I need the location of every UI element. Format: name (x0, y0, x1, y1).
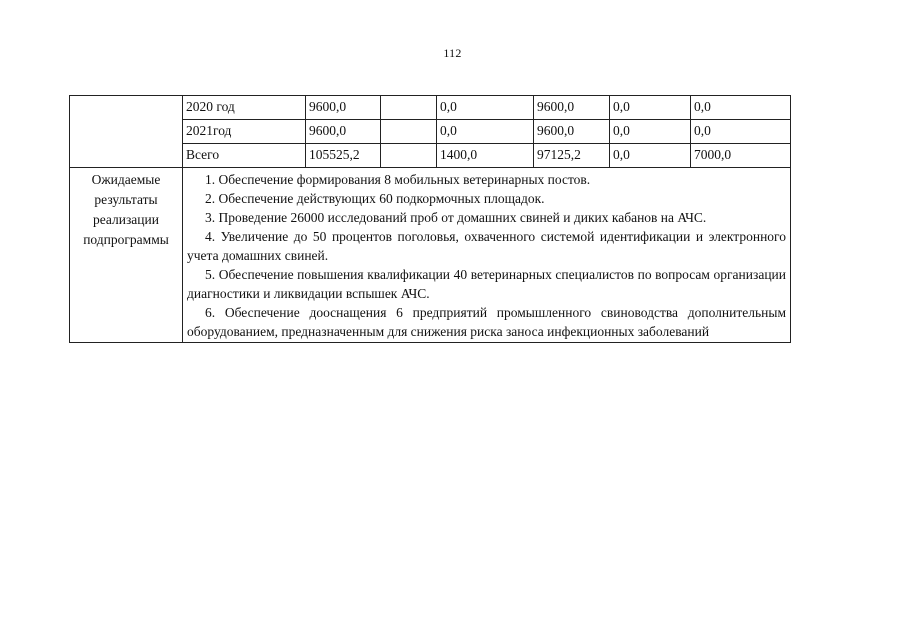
results-list (183, 168, 791, 343)
year-cell: 2020 год (183, 96, 306, 120)
value-cell: 0,0 (610, 120, 691, 144)
value-cell: 0,0 (610, 144, 691, 168)
result-item: 5. Обеспечение повышения квалификации 40 ветеринарных специалистов по вопросам организации диагностики и ликвидации вспышек АЧС. (187, 267, 786, 301)
value-cell: 0,0 (437, 96, 534, 120)
result-item: 4. Увеличение до 50 процентов поголовья, охваченного системой идентификации и электронного учета домашних свиней. (187, 229, 786, 263)
expected-results-row (70, 168, 791, 343)
result-item: 6. Обеспечение дооснащения 6 предприятий промышленного свиноводства дополнительным оборудованием, предназначенным для снижения риска заноса инфекционных заболеваний (187, 305, 786, 339)
value-cell: 0,0 (437, 120, 534, 144)
year-cell: Всего (183, 144, 306, 168)
value-cell: 9600,0 (534, 96, 610, 120)
value-cell (381, 96, 437, 120)
value-cell: 97125,2 (534, 144, 610, 168)
value-cell: 0,0 (691, 96, 791, 120)
value-cell (381, 120, 437, 144)
value-cell: 9600,0 (306, 96, 381, 120)
result-item: 1. Обеспечение формирования 8 мобильных ветеринарных постов. (205, 172, 591, 187)
value-cell: 9600,0 (306, 120, 381, 144)
results-label: Ожидаемые результаты реализации подпрограммы (70, 168, 183, 343)
page-number: 112 (443, 46, 462, 60)
value-cell: 9600,0 (534, 120, 610, 144)
empty-label-cell (70, 96, 183, 168)
subprogram-passport-table (69, 95, 791, 343)
result-item: 3. Проведение 26000 исследований проб от домашних свиней и диких кабанов на АЧС. (205, 210, 707, 225)
finance-row-2020 (70, 96, 791, 120)
value-cell: 105525,2 (306, 144, 381, 168)
year-cell: 2021год (183, 120, 306, 144)
value-cell: 0,0 (691, 120, 791, 144)
value-cell (381, 144, 437, 168)
result-item: 2. Обеспечение действующих 60 подкормочных площадок. (205, 191, 545, 206)
value-cell: 0,0 (610, 96, 691, 120)
value-cell: 1400,0 (437, 144, 534, 168)
value-cell: 7000,0 (691, 144, 791, 168)
